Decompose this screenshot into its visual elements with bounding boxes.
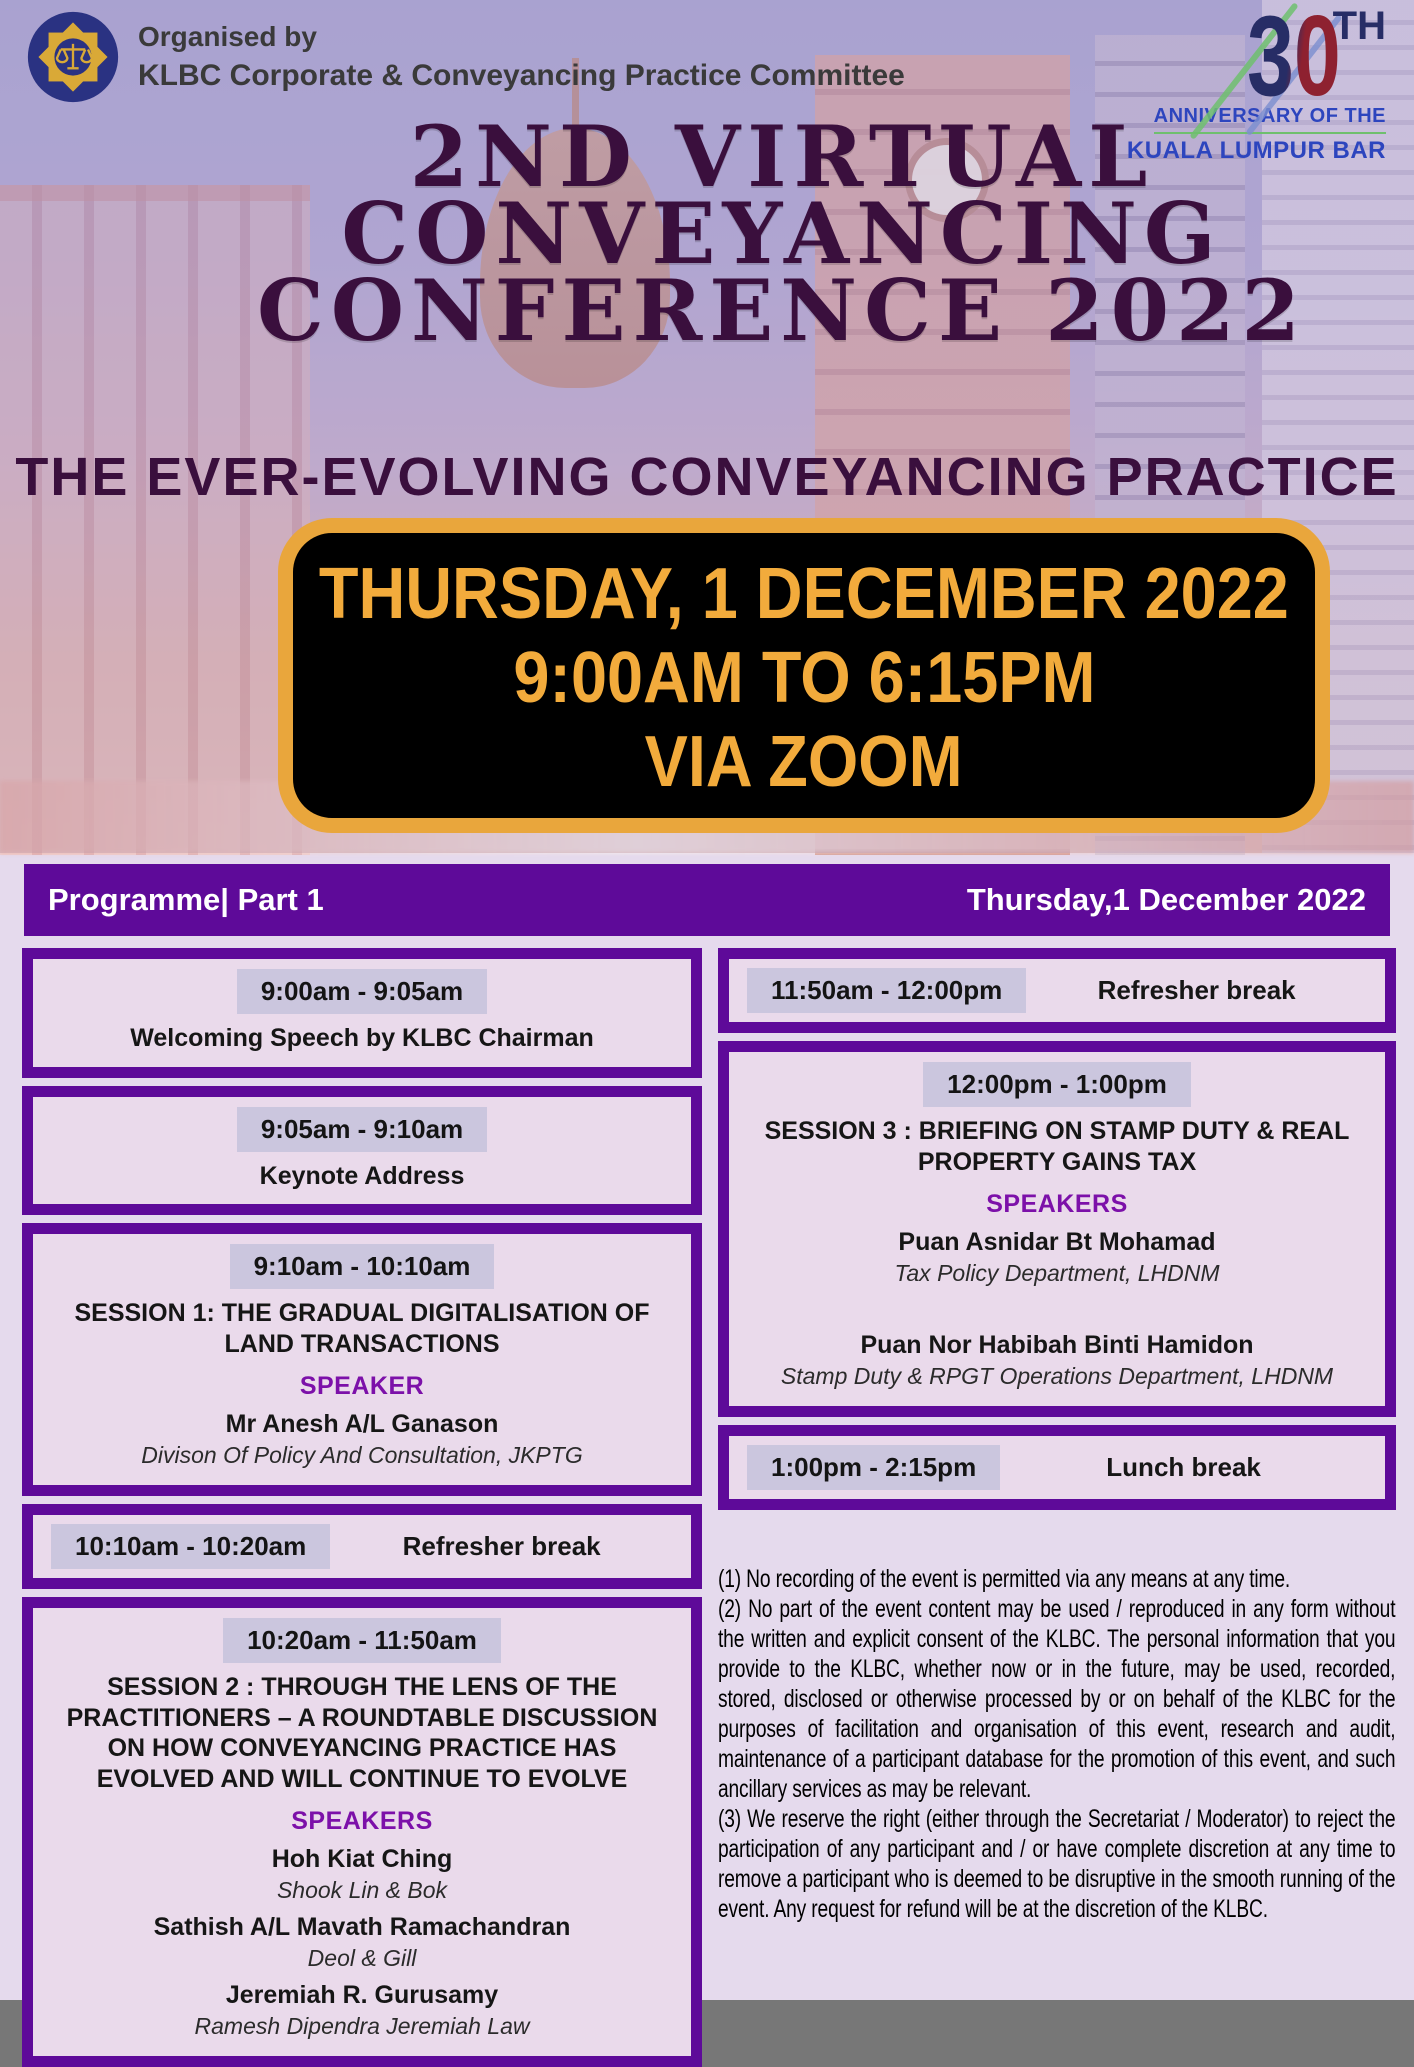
speaker-affiliation: Shook Lin & Bok: [276, 1877, 448, 1903]
programme-right-column: [718, 948, 1396, 1924]
anniversary-number: 30: [1246, 0, 1341, 120]
card-title: SESSION 1: THE GRADUAL DIGITALISATION OF LAND TRANSACTIONS: [74, 1299, 650, 1358]
bar-malaysia-badge-icon: [26, 10, 120, 104]
time-badge-row: [53, 1107, 671, 1152]
speaker-affiliation: Stamp Duty & RPGT Operations Department, LHDNM: [780, 1363, 1334, 1389]
time-badge: 9:00am - 9:05am: [237, 969, 487, 1014]
date-box: [278, 518, 1330, 833]
time-badge-row: [53, 1244, 671, 1289]
speaker-affiliation: Divison Of Policy And Consultation, JKPTG: [141, 1442, 583, 1468]
schedule-card: [22, 1223, 702, 1496]
speaker: [749, 1228, 1365, 1287]
speaker-name: Mr Anesh A/L Ganason: [225, 1410, 499, 1438]
time-badge-row: [749, 1062, 1365, 1107]
anniversary-suffix: TH: [1332, 4, 1386, 48]
speakers-label: SPEAKERS: [291, 1807, 433, 1835]
card-title: SESSION 3 : BRIEFING ON STAMP DUTY & REAL PROPERTY GAINS TAX: [764, 1117, 1350, 1176]
speaker-name: Puan Nor Habibah Binti Hamidon: [860, 1331, 1254, 1359]
title-line-2: CONVEYANCING: [341, 184, 1223, 283]
programme-date-label: Thursday,1 December 2022: [966, 882, 1366, 917]
time-badge: 12:00pm - 1:00pm: [923, 1062, 1191, 1107]
schedule-card: [22, 1504, 702, 1589]
programme-columns: [22, 948, 1396, 2067]
anniversary-line1: ANNIVERSARY OF THE: [1154, 105, 1386, 134]
speaker: [53, 1981, 671, 2040]
time-badge: 1:00pm - 2:15pm: [747, 1445, 1000, 1490]
speaker: [53, 1410, 671, 1469]
card-title: Keynote Address: [259, 1161, 465, 1190]
disclaimer-text: [718, 1564, 1395, 1924]
anniversary-line2: KUALA LUMPUR BAR: [1126, 137, 1386, 165]
speaker-affiliation: Tax Policy Department, LHDNM: [894, 1260, 1220, 1286]
card-title: SESSION 2 : THROUGH THE LENS OF THE PRACTITIONERS – A ROUNDTABLE DISCUSSION ON HOW CONVEYANCING PRACTICE HAS EVOLVED AND WILL CONTINUE TO EVOLVE: [66, 1673, 658, 1793]
speakers-label: SPEAKER: [299, 1372, 425, 1400]
speaker-name: Sathish A/L Mavath Ramachandran: [153, 1913, 571, 1941]
time-badge-row: [53, 1618, 671, 1663]
speaker-affiliation: Ramesh Dipendra Jeremiah Law: [194, 2013, 530, 2039]
speaker: [53, 1913, 671, 1972]
platform-line: VIA ZOOM: [644, 721, 963, 802]
time-badge: 10:10am - 10:20am: [51, 1524, 330, 1569]
hero-header: [0, 0, 1414, 853]
speaker-affiliation: Deol & Gill: [307, 1945, 417, 1971]
programme-bar: [24, 864, 1390, 936]
disclaimer: [718, 1564, 1396, 1924]
disclaimer-item: (1) No recording of the event is permitted via any means at any time.: [718, 1565, 1291, 1593]
organised-by-label: Organised by: [138, 21, 317, 52]
programme-left-column: [22, 948, 702, 2067]
time-badge: 9:10am - 10:10am: [230, 1244, 495, 1289]
speaker: [749, 1331, 1365, 1390]
card-title: Refresher break: [1097, 975, 1296, 1005]
disclaimer-item: (2) No part of the event content may be used / reproduced in any form without the written and explicit consent of the KLBC. The personal information that you provide to the KLBC, whether now or in the future, may be used, recorded, stored, disclosed or otherwise processed by or on behalf of the KLBC for the purposes of facilitation and organisation of this event, research and audit, maintenance of a participant database for the promotion of this event, and such ancillary services as may be relevant.: [718, 1595, 1396, 1803]
card-title: Welcoming Speech by KLBC Chairman: [130, 1024, 594, 1052]
speaker-name: Jeremiah R. Gurusamy: [225, 1981, 499, 2009]
speakers-label: SPEAKERS: [986, 1190, 1128, 1218]
organiser-name: KLBC Corporate & Conveyancing Practice Committee: [138, 59, 905, 92]
time-badge-row: [53, 969, 671, 1014]
card-title: Lunch break: [1106, 1452, 1261, 1482]
schedule-card: [22, 1597, 702, 2067]
time-line: 9:00AM TO 6:15PM: [512, 637, 1096, 718]
speaker-name: Hoh Kiat Ching: [271, 1845, 453, 1873]
title-line-1: 2ND VIRTUAL: [409, 107, 1155, 206]
schedule-card: [22, 1086, 702, 1216]
programme-part-label: Programme| Part 1: [48, 882, 324, 917]
disclaimer-item: (3) We reserve the right (either through the Secretariat / Moderator) to reject the participation of any participant and / or have complete discretion at any time to remove a participant who is deemed to be disruptive in the smooth running of the event. Any request for refund will be at the discretion of the KLBC.: [718, 1805, 1396, 1923]
schedule-card: [22, 948, 702, 1078]
schedule-card: [718, 1425, 1396, 1510]
conference-subtitle: THE EVER-EVOLVING CONVEYANCING PRACTICE: [15, 447, 1399, 507]
card-title: Refresher break: [402, 1531, 601, 1561]
time-badge: 9:05am - 9:10am: [237, 1107, 487, 1152]
organiser-block: [26, 10, 905, 104]
time-badge: 11:50am - 12:00pm: [747, 968, 1026, 1013]
programme-right-cards: [718, 948, 1396, 1510]
speaker-name: Puan Asnidar Bt Mohamad: [898, 1228, 1216, 1256]
schedule-card: [718, 948, 1396, 1033]
speaker: [53, 1845, 671, 1904]
time-badge: 10:20am - 11:50am: [223, 1618, 501, 1663]
date-line: THURSDAY, 1 DECEMBER 2022: [319, 553, 1289, 634]
title-line-3: CONFERENCE 2022: [257, 261, 1307, 360]
schedule-card: [718, 1041, 1396, 1417]
